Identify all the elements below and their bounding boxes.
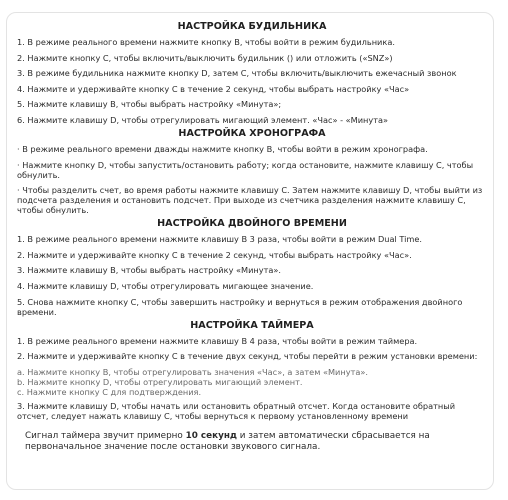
alarm-step: 6. Нажмите клавишу D, чтобы отрегулировать мигающий элемент. «Час» - «Минута» (17, 114, 389, 125)
alarm-step: 1. В режиме реального времени нажмите кнопку B, чтобы войти в режим будильника. (17, 37, 395, 47)
dual-time-section (17, 218, 487, 316)
dual-time-step: 3. Нажмите клавишу B, чтобы выбрать настройку «Минута». (17, 265, 282, 276)
alarm-step: 3. В режиме будильника нажмите кнопку D, затем C, чтобы включить/выключить ежечасный звонок (17, 68, 457, 79)
note-text-before: Сигнал таймера звучит примерно (25, 430, 186, 441)
timer-step: 3. Нажмите клавишу D, чтобы начать или остановить обратный отсчет. Когда остановите обратный отсчет, следует нажать клавишу C, чтобы вернуться к первому установленному времени (17, 400, 456, 421)
timer-section-title: НАСТРОЙКА ТАЙМЕРА (190, 319, 314, 331)
timer-substep: a. Нажмите кнопку B, чтобы отрегулировать значения «Час», а затем «Минута». (17, 366, 368, 377)
chrono-section-title: НАСТРОЙКА ХРОНОГРАФА (178, 127, 326, 139)
timer-signal-note (25, 431, 487, 453)
chrono-section (17, 128, 487, 215)
alarm-step: 5. Нажмите клавишу B, чтобы выбрать настройку «Минута»; (17, 99, 282, 110)
alarm-section (17, 21, 487, 125)
chrono-step: · В режиме реального времени дважды нажмите кнопку B, чтобы войти в режим хронографа. (17, 143, 428, 154)
instruction-card (6, 12, 494, 490)
timer-substep: c. Нажмите кнопку C для подтверждения. (17, 386, 202, 397)
chrono-step: · Чтобы разделить счет, во время работы нажмите клавишу C. Затем нажмите клавишу D, чтобы выйти из подсчета разделения и остановить подсчет. При выходе из счетчика разделения нажмите клавишу C, чтобы обнулить. (17, 185, 483, 216)
timer-substep: b. Нажмите кнопку D, чтобы отрегулировать мигающий элемент. (17, 376, 303, 387)
note-bold-duration: 10 секунд (185, 430, 237, 441)
alarm-step: 4. Нажмите и удерживайте кнопку C в течение 2 секунд, чтобы выбрать настройку «Час» (17, 83, 410, 94)
alarm-step: 2. Нажмите кнопку C, чтобы включить/выключить будильник () или отложить («SNZ») (17, 52, 393, 63)
note-text-after: и затем автоматически сбрасывается на первоначальное значение после остановки звукового сигнала. (25, 430, 430, 452)
dual-time-step: 4. Нажмите клавишу D, чтобы отрегулировать мигающее значение. (17, 280, 314, 291)
timer-step: 1. В режиме реального времени нажмите клавишу B 4 раза, чтобы войти в режим таймера. (17, 335, 418, 346)
alarm-section-title: НАСТРОЙКА БУДИЛЬНИКА (177, 21, 327, 32)
dual-time-step: 2. Нажмите и удерживайте кнопку C в течение 2 секунд, чтобы выбрать настройку «Час». (17, 249, 412, 260)
timer-step: 2. Нажмите и удерживайте кнопку C в течение двух секунд, чтобы перейти в режим установки времени: (17, 351, 478, 362)
timer-section (17, 320, 487, 421)
chrono-step: · Нажмите кнопку D, чтобы запустить/остановить работу; когда остановите, нажмите клавишу C, чтобы обнулить. (17, 159, 474, 180)
dual-time-section-title: НАСТРОЙКА ДВОЙНОГО ВРЕМЕНИ (157, 218, 347, 230)
dual-time-step: 1. В режиме реального времени нажмите клавишу B 3 раза, чтобы войти в режим Dual Time. (17, 234, 423, 245)
dual-time-step: 5. Снова нажмите кнопку C, чтобы завершить настройку и вернуться в режим отображения двойного времени. (17, 296, 463, 317)
